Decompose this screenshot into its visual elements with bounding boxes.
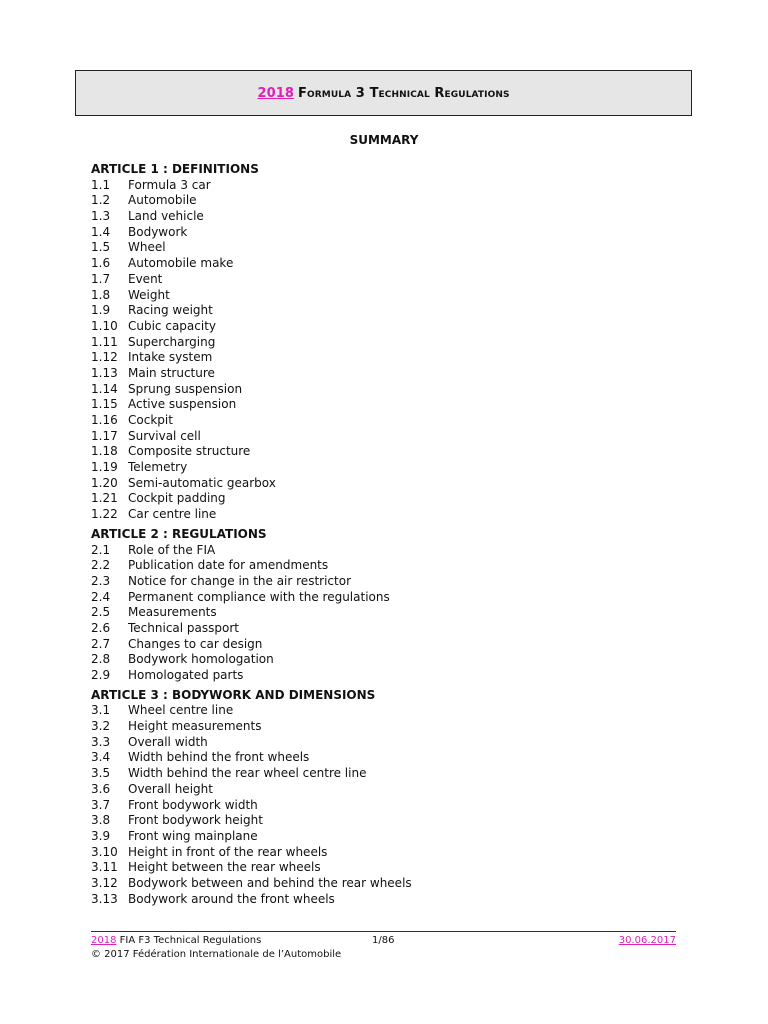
- toc-entry-number: 1.5: [91, 240, 111, 255]
- toc-entry-number: 3.6: [91, 781, 111, 796]
- toc-entry-number: 2.4: [91, 589, 111, 604]
- toc-article-section: [91, 162, 651, 523]
- footer-divider: [91, 931, 676, 932]
- toc-entry-number: 1.1: [91, 177, 111, 192]
- toc-entry-number: 2.6: [91, 620, 111, 635]
- toc-entry-number: 3.5: [91, 766, 111, 781]
- toc-entry-number: 2.1: [91, 542, 111, 557]
- document-title-box: [75, 70, 692, 116]
- toc-entry-label: Width behind the rear wheel centre line: [128, 766, 367, 781]
- toc-entry-label: Front bodywork height: [128, 813, 263, 828]
- toc-entry: [91, 193, 651, 209]
- toc-entry: [91, 288, 651, 304]
- toc-entry-label: Height measurements: [128, 719, 262, 734]
- footer-doc-name: FIA F3 Technical Regulations: [119, 935, 262, 946]
- toc-entry-number: 3.11: [91, 860, 118, 875]
- toc-entry-label: Wheel centre line: [128, 703, 234, 718]
- toc-entry: [91, 876, 651, 892]
- toc-entry: [91, 335, 651, 351]
- toc-entry-number: 3.7: [91, 797, 111, 812]
- toc-entry: [91, 892, 651, 908]
- toc-entry-number: 2.2: [91, 558, 111, 573]
- toc-entry: [91, 590, 651, 606]
- toc-entry-number: 1.22: [91, 507, 118, 522]
- toc-entry-number: 3.13: [91, 891, 118, 906]
- toc-entry-label: Event: [128, 271, 163, 286]
- toc-entry-label: Measurements: [128, 605, 217, 620]
- toc-entry: [91, 605, 651, 621]
- toc-entry-number: 1.17: [91, 428, 118, 443]
- toc-entry: [91, 813, 651, 829]
- title-text: Formula 3 Technical Regulations: [298, 85, 510, 101]
- toc-entry-number: 1.20: [91, 475, 118, 490]
- toc-entry: [91, 507, 651, 523]
- toc-entry-label: Weight: [128, 287, 170, 302]
- footer-date: 30.06.2017: [618, 935, 676, 946]
- toc-entry-number: 3.3: [91, 734, 111, 749]
- toc-entry-label: Bodywork homologation: [128, 652, 274, 667]
- toc-entry-number: 2.9: [91, 668, 111, 682]
- toc-entry: [91, 860, 651, 876]
- toc-entry-number: 1.7: [91, 271, 111, 286]
- toc-entry-number: 1.8: [91, 287, 111, 302]
- toc-entry-number: 1.16: [91, 413, 118, 427]
- toc-entry: [91, 668, 651, 684]
- toc-entry-label: Height between the rear wheels: [128, 860, 321, 875]
- toc-entry-number: 1.10: [91, 318, 118, 333]
- toc-entry: [91, 397, 651, 413]
- title-year: 2018: [257, 85, 295, 101]
- toc-entry-label: Changes to car design: [128, 636, 263, 651]
- toc-entry-label: Active suspension: [128, 397, 237, 412]
- toc-entry-number: 1.4: [91, 224, 111, 239]
- toc-entry: [91, 829, 651, 845]
- toc-entry-number: 3.8: [91, 813, 111, 828]
- toc-entry: [91, 543, 651, 559]
- toc-entry: [91, 460, 651, 476]
- article-heading: ARTICLE 1 : DEFINITIONS: [91, 162, 259, 176]
- toc-entry: [91, 652, 651, 668]
- toc-entry-label: Semi-automatic gearbox: [128, 475, 276, 490]
- toc-entry: [91, 319, 651, 335]
- toc-entry-number: 1.3: [91, 209, 111, 224]
- toc-entry-label: Role of the FIA: [128, 542, 216, 557]
- toc-entry-label: Overall height: [128, 781, 213, 796]
- toc-entry: [91, 272, 651, 288]
- toc-entry: [91, 766, 651, 782]
- toc-entry-label: Car centre line: [128, 507, 217, 522]
- toc-entry: [91, 621, 651, 637]
- toc-entry-number: 2.5: [91, 605, 111, 620]
- toc-entry-label: Technical passport: [128, 620, 239, 635]
- toc-entry-number: 2.3: [91, 573, 111, 588]
- toc-entry: [91, 429, 651, 445]
- toc-entry-number: 3.12: [91, 875, 118, 890]
- toc-article-section: [91, 688, 651, 908]
- toc-entry-label: Automobile: [128, 193, 197, 208]
- toc-entry: [91, 782, 651, 798]
- toc-entry-number: 1.9: [91, 303, 111, 318]
- toc-entry-label: Overall width: [128, 734, 208, 749]
- toc-entry-label: Bodywork between and behind the rear wheels: [128, 875, 412, 890]
- toc-entry: [91, 703, 651, 719]
- toc-entry-label: Automobile make: [128, 256, 234, 271]
- toc-entry-number: 3.2: [91, 719, 111, 734]
- toc-entry: [91, 240, 651, 256]
- toc-entry: [91, 209, 651, 225]
- toc-entry-label: Cockpit padding: [128, 491, 226, 506]
- toc-entry-number: 1.19: [91, 460, 118, 475]
- toc-entry-number: 3.1: [91, 703, 111, 718]
- toc-entry-label: Homologated parts: [128, 668, 244, 682]
- toc-entry: [91, 382, 651, 398]
- toc-entry-label: Sprung suspension: [128, 381, 243, 396]
- toc-entry-label: Main structure: [128, 365, 215, 380]
- toc-entry: [91, 366, 651, 382]
- toc-entry: [91, 574, 651, 590]
- toc-entry-label: Intake system: [128, 350, 213, 365]
- toc-entry: [91, 256, 651, 272]
- toc-entry-number: 1.11: [91, 334, 118, 349]
- toc-entry: [91, 225, 651, 241]
- toc-entry-number: 1.18: [91, 444, 118, 459]
- toc-entry-number: 1.15: [91, 397, 118, 412]
- toc-entry-label: Notice for change in the air restrictor: [128, 573, 351, 588]
- toc-entry-label: Survival cell: [128, 428, 201, 443]
- toc-entry-number: 3.10: [91, 844, 118, 859]
- toc-entry: [91, 444, 651, 460]
- toc-entry: [91, 178, 651, 194]
- toc-entry-label: Racing weight: [128, 303, 213, 318]
- toc-entry-label: Formula 3 car: [128, 177, 211, 192]
- toc-entry-label: Publication date for amendments: [128, 558, 329, 573]
- toc-entry-number: 1.12: [91, 350, 118, 365]
- footer-page-number: 1/86: [372, 935, 395, 946]
- toc-entry: [91, 845, 651, 861]
- toc-entry: [91, 719, 651, 735]
- toc-entry-label: Bodywork: [128, 224, 188, 239]
- toc-entry-label: Supercharging: [128, 334, 216, 349]
- footer-doc-ref: [91, 934, 261, 947]
- toc-entry-number: 1.13: [91, 365, 118, 380]
- toc-entry: [91, 798, 651, 814]
- toc-entry: [91, 637, 651, 653]
- toc-entry-label: Width behind the front wheels: [128, 750, 310, 765]
- toc-entry-label: Height in front of the rear wheels: [128, 844, 328, 859]
- toc-entry-label: Composite structure: [128, 444, 251, 459]
- toc-entry-label: Telemetry: [128, 460, 188, 475]
- toc-entry-number: 2.8: [91, 652, 111, 667]
- toc-entry-label: Front bodywork width: [128, 797, 258, 812]
- toc-entry-label: Permanent compliance with the regulations: [128, 589, 390, 604]
- toc-entry: [91, 303, 651, 319]
- toc-entry: [91, 491, 651, 507]
- table-of-contents: [91, 162, 651, 911]
- toc-article-section: [91, 527, 651, 684]
- toc-entry: [91, 558, 651, 574]
- toc-entry-number: 2.7: [91, 636, 111, 651]
- toc-entry-label: Cubic capacity: [128, 318, 217, 333]
- toc-entry-number: 3.4: [91, 750, 111, 765]
- toc-entry: [91, 413, 651, 429]
- toc-entry-label: Bodywork around the front wheels: [128, 891, 335, 906]
- toc-entry: [91, 350, 651, 366]
- toc-entry-label: Cockpit: [128, 413, 173, 427]
- article-heading: ARTICLE 2 : REGULATIONS: [91, 526, 267, 541]
- toc-entry-label: Front wing mainplane: [128, 828, 258, 843]
- toc-entry: [91, 476, 651, 492]
- toc-entry-number: 1.6: [91, 256, 111, 271]
- toc-entry-number: 1.14: [91, 381, 118, 396]
- toc-entry-label: Land vehicle: [128, 209, 204, 224]
- toc-entry-label: Wheel: [128, 240, 166, 255]
- toc-entry-number: 1.21: [91, 491, 118, 506]
- footer-copyright: © 2017 Fédération Internationale de l’Automobile: [91, 949, 342, 960]
- toc-entry: [91, 735, 651, 751]
- toc-entry-number: 1.2: [91, 193, 111, 208]
- article-heading: ARTICLE 3 : BODYWORK AND DIMENSIONS: [91, 687, 376, 702]
- toc-entry-number: 3.9: [91, 828, 111, 843]
- toc-entry: [91, 750, 651, 766]
- footer-year: 2018: [91, 935, 117, 946]
- summary-heading: SUMMARY: [349, 133, 419, 147]
